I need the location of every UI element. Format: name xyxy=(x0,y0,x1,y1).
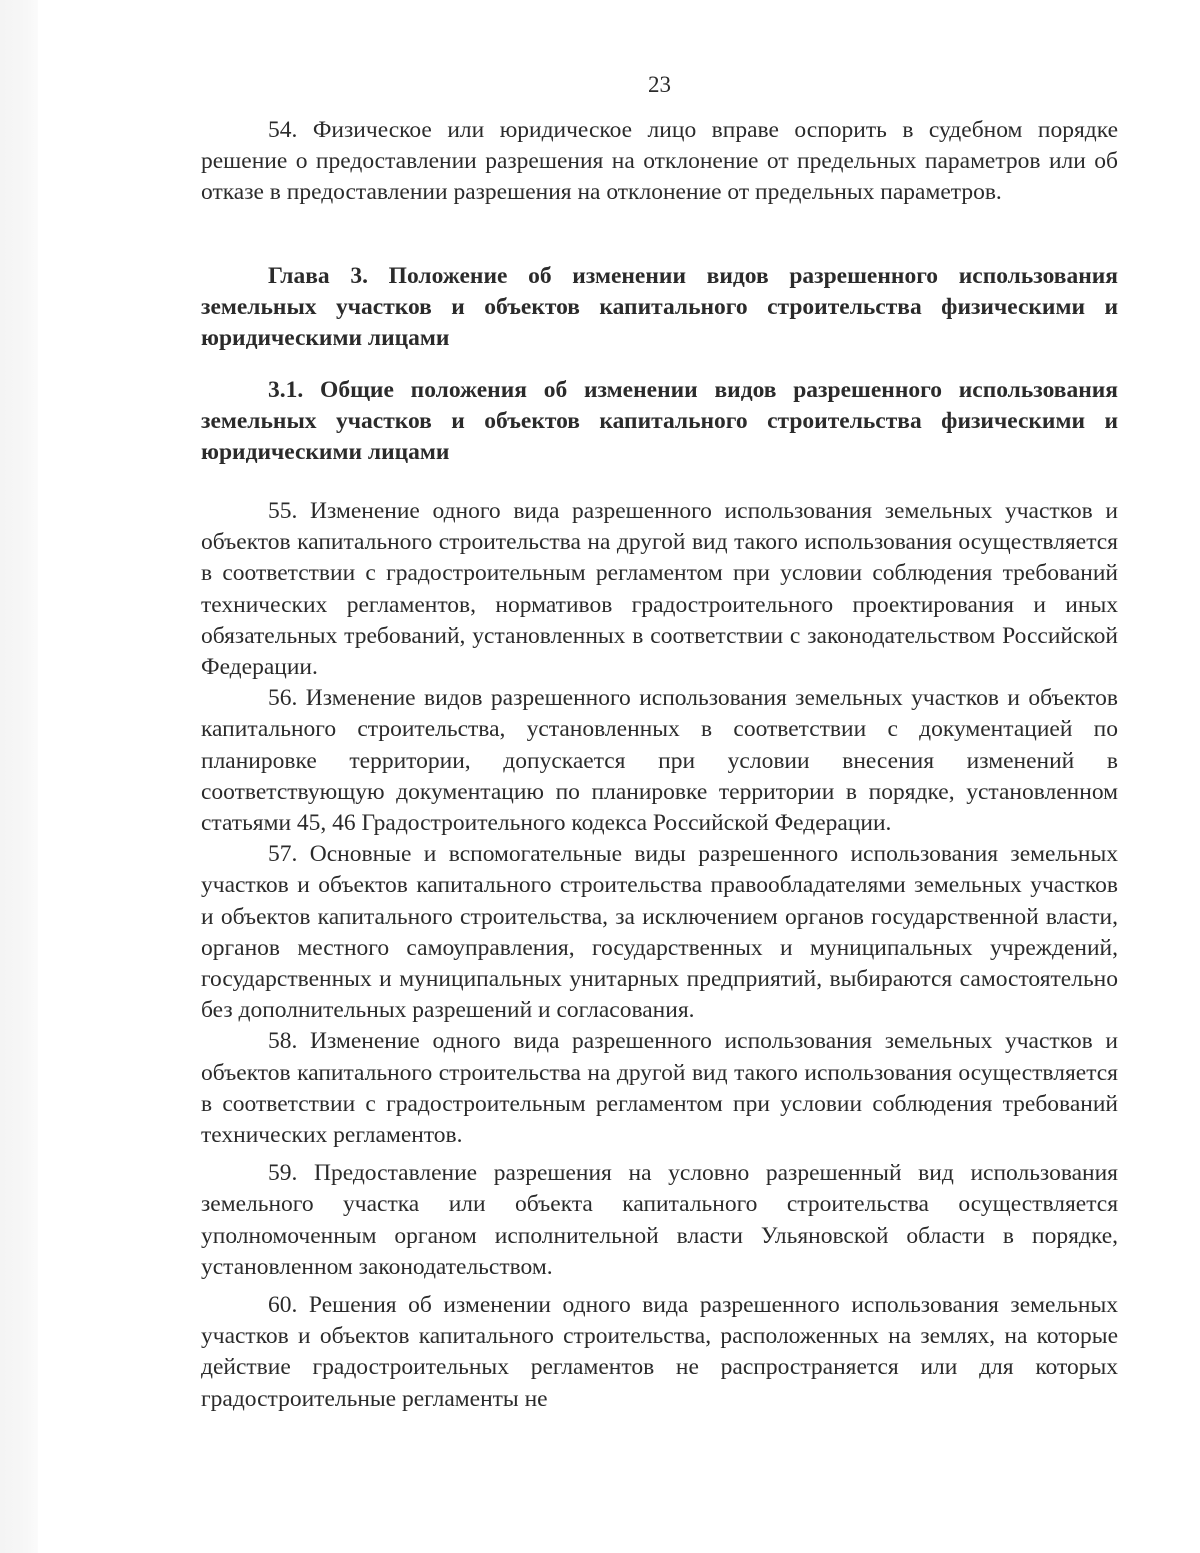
paragraph-spacer xyxy=(201,1151,1118,1158)
paragraph-57: 57. Основные и вспомогательные виды разрешенного использования земельных участков и объектов капитального строительства правообладателями земельных участков и объектов капитального строительства, за исключением органов государственной власти, органов местного самоуправления, государственных и муниципальных учреждений, государственных и муниципальных унитарных предприятий, выбираются самостоятельно без дополнительных разрешений и согласования. xyxy=(201,841,1118,1024)
paragraph-55: 55. Изменение одного вида разрешенного использования земельных участков и объектов капитального строительства на другой вид такого использования осуществляется в соответствии с градостроительным регламентом при условии соблюдения требований технических регламентов, нормативов градостроительного проектирования и иных обязательных требований, установленных в соответствии с законодательством Российской Федерации. xyxy=(201,498,1118,681)
paragraph-59: 59. Предоставление разрешения на условно разрешенный вид использования земельного участка или объекта капитального строительства осуществляется уполномоченным органом исполнительной власти Ульяновской области в порядке, установленном законодательством. xyxy=(201,1160,1118,1280)
paragraph-spacer xyxy=(201,1283,1118,1290)
body-paragraphs xyxy=(201,496,1118,1415)
paragraph-58: 58. Изменение одного вида разрешенного использования земельных участков и объектов капитального строительства на другой вид такого использования осуществляется в соответствии с градостроительным регламентом при условии соблюдения требований технических регламентов. xyxy=(201,1028,1118,1149)
paragraph-54: 54. Физическое или юридическое лицо вправе оспорить в судебном порядке решение о предоставлении разрешения на отклонение от предельных параметров или об отказе в предоставлении разрешения на отклонение от предельных параметров. xyxy=(201,117,1118,206)
chapter-title: Глава 3. Положение об изменении видов разрешенного использования земельных участков и объектов капитального строительства физическими и юридическими лицами xyxy=(201,263,1118,352)
page-number: 23 xyxy=(648,72,671,97)
paragraph-60: 60. Решения об изменении одного вида разрешенного использования земельных участков и объектов капитального строительства, расположенных на землях, на которые действие градостроительных регламентов не распространяется или для которых градостроительные регламенты не xyxy=(201,1292,1118,1412)
scan-edge-shadow xyxy=(0,0,38,1553)
paragraph-56: 56. Изменение видов разрешенного использования земельных участков и объектов капитального строительства, установленных в соответствии с документацией по планировке территории, допускается при условии внесения изменений в соответствующую документацию по планировке территории в порядке, установленном статьями 45, 46 Градостроительного кодекса Российской Федерации. xyxy=(201,685,1118,837)
section-title: 3.1. Общие положения об изменении видов разрешенного использования земельных участков и объектов капитального строительства физическими и юридическими лицами xyxy=(201,377,1118,466)
